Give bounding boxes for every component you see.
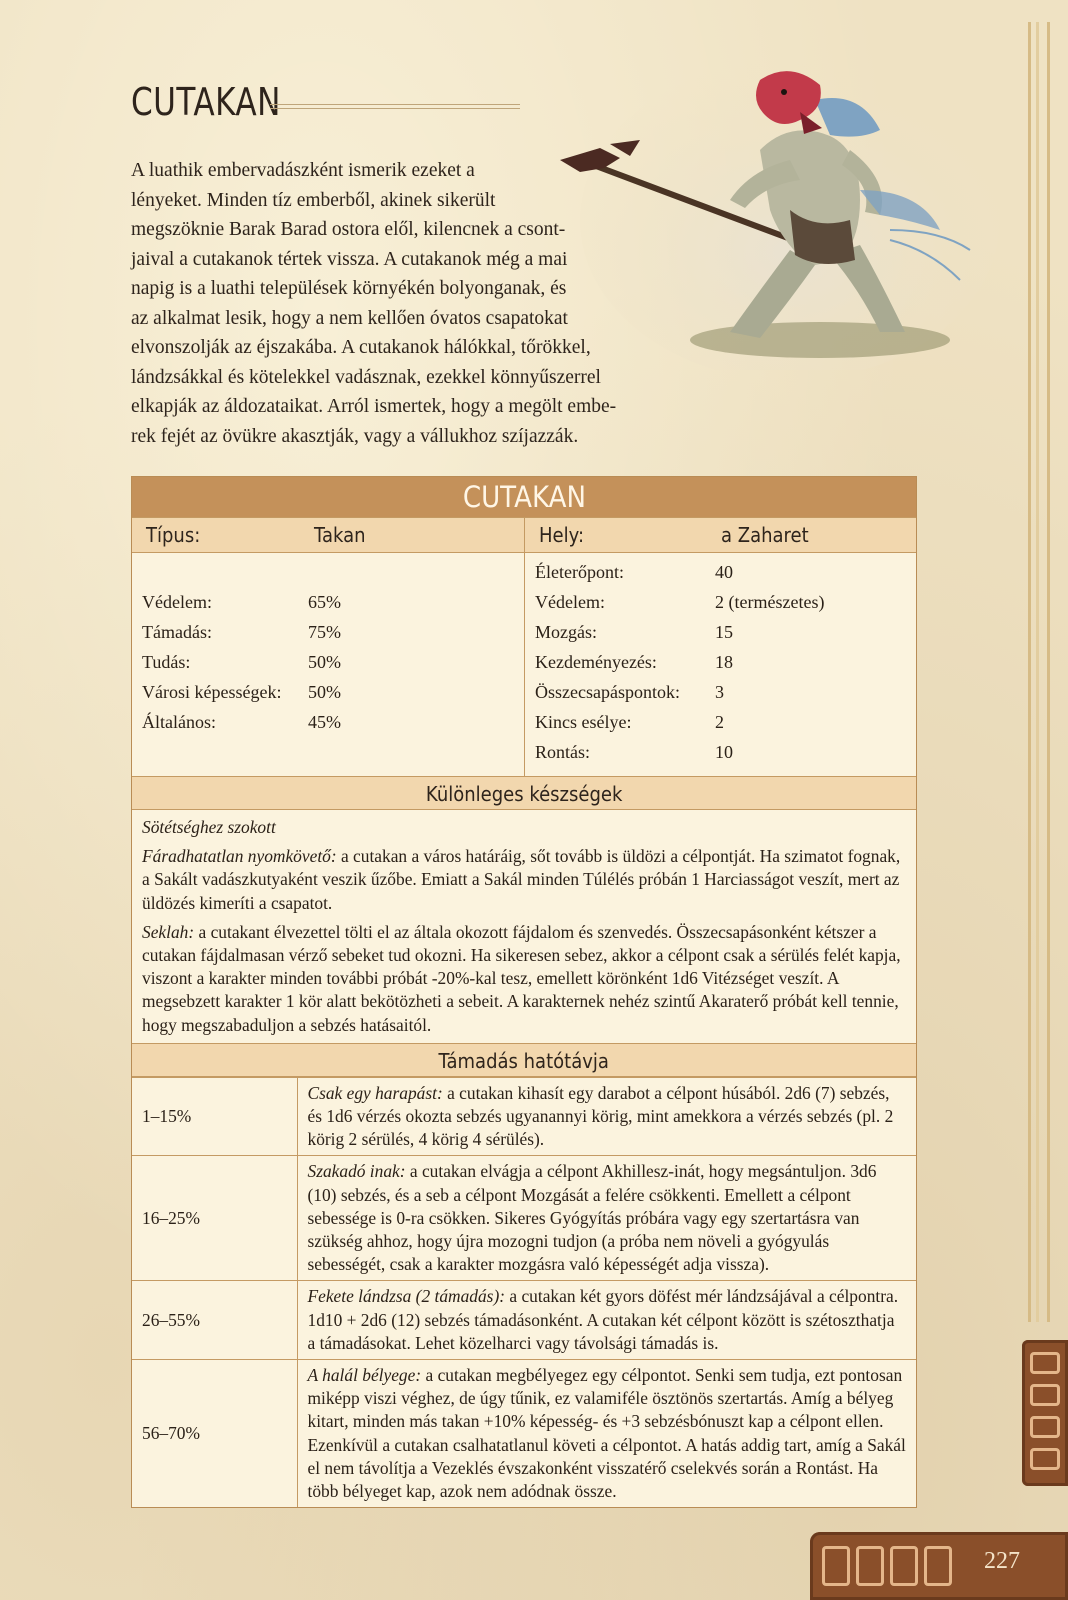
attack-range: 1–15% xyxy=(132,1077,297,1156)
stat-block xyxy=(131,476,917,1508)
ornament-glyph-icon xyxy=(1030,1416,1060,1438)
attack-name: A halál bélyege: xyxy=(307,1365,422,1386)
attack-name: Fekete lándzsa (2 támadás): xyxy=(307,1286,506,1307)
stat-value: 15 xyxy=(715,622,733,642)
stat-label: Védelem: xyxy=(535,592,605,612)
ornament-glyph-icon xyxy=(1030,1352,1060,1374)
attack-row xyxy=(132,1360,916,1508)
attack-range: 16–25% xyxy=(132,1156,297,1281)
intro-line: A luathik embervadászként ismerik ezeket a xyxy=(131,160,475,181)
stat-label: Városi képességek: xyxy=(142,682,282,702)
stat-value: 65% xyxy=(308,592,341,612)
stat-value: 40 xyxy=(715,562,733,582)
stat-value: 50% xyxy=(308,652,341,672)
intro-line: lándzsákkal és kötelekkel vadásznak, ezekkel könnyűszerrel xyxy=(131,366,601,388)
skill-entry xyxy=(142,845,906,915)
stat-value: 50% xyxy=(308,682,341,702)
skill-entry xyxy=(142,921,906,1037)
stat-block-title-text: CUTAKAN xyxy=(462,480,586,514)
page-number: 227 xyxy=(984,1548,1020,1574)
stat-label: Összecsapáspontok: xyxy=(535,682,680,702)
skill-name: Fáradhatatlan nyomkövető: xyxy=(142,846,337,867)
ornament-glyph-icon xyxy=(924,1546,952,1586)
skill-text: a cutakan a város határáig, sőt tovább is üldözi a célpontját. Ha szimatot fognak, a Sakált vadászkutyaként veszik űzőbe. Emiatt a Sakál minden Túlélés próbán 1 Harciasságot veszít, mert az üldözés kimeríti a csapatot. xyxy=(142,846,901,913)
right-stats xyxy=(524,553,916,776)
stat-value: 10 xyxy=(715,742,733,762)
stat-block-subheader xyxy=(132,517,916,553)
intro-line: megszöknie Barak Barad ostora elől, kilencnek a csont- xyxy=(131,219,566,240)
chapter-tab xyxy=(1022,1340,1068,1486)
ornament-glyph-icon xyxy=(856,1546,884,1586)
attack-description xyxy=(297,1360,916,1508)
title-rule xyxy=(270,104,520,109)
stat-value: 18 xyxy=(715,652,733,672)
attack-row xyxy=(132,1077,916,1156)
stat-label: Védelem: xyxy=(142,592,212,612)
attack-row xyxy=(132,1281,916,1360)
location-value: a Zaharet xyxy=(721,523,809,547)
attack-text: a cutakan két gyors döfést mér lándzsájával a célpontra. 1d10 + 2d6 (12) sebzés támadásonként. A cutakan két célpont között is szétoszthatja a támadásokat. Lehet közelharci vagy távolsági támadás is. xyxy=(307,1286,899,1353)
creature-illustration xyxy=(560,40,1000,370)
type-cell xyxy=(132,518,524,552)
stat-value: 45% xyxy=(308,712,341,732)
intro-line: elkapják az áldozataikat. Arról ismertek, hogy a megölt embe- xyxy=(131,396,617,417)
skill-name: Sötétséghez szokott xyxy=(142,817,276,837)
stat-label: Támadás: xyxy=(142,622,212,642)
attacks-header-text: Támadás hatótávja xyxy=(438,1048,610,1073)
attacks-table xyxy=(132,1077,916,1507)
skill-text: a cutakant élvezettel tölti el az általa okozott fájdalom és szenvedés. Összecsapásonként kétszer a cutakan fájdalmasan vérző sebeket tud okozni. Ha sikeresen sebez, akkor a célpont csak a sérülés felét kapja, viszont a karakter minden további próbát -20%-kal tesz, emellett körönként 1d6 Vitézséget veszít. A megsebzett karakter 1 kör alatt bekötözheti a sebeit. A karakternek nehéz szintű Akaraterő próbát kell tennie, hogy megszabaduljon a sebzés hatásaitól. xyxy=(142,921,901,1035)
attack-name: Csak egy harapást: xyxy=(307,1082,443,1103)
stats-grid xyxy=(132,553,916,776)
ornament-glyph-icon xyxy=(890,1546,918,1586)
intro-line: elvonszolják az éjszakába. A cutakanok hálókkal, tőrökkel, xyxy=(131,337,591,358)
intro-line: lényeket. Minden tíz emberből, akinek sikerült xyxy=(131,189,496,211)
stat-label: Mozgás: xyxy=(535,622,597,642)
page-title: CUTAKAN xyxy=(131,80,281,124)
stat-label: Kincs esélye: xyxy=(535,712,632,732)
intro-line: rek fejét az övükre akasztják, vagy a vállukhoz szíjazzák. xyxy=(131,425,579,447)
left-stats xyxy=(132,553,524,776)
attack-range: 26–55% xyxy=(132,1281,297,1360)
location-label: Hely: xyxy=(539,523,585,547)
stat-value: 2 xyxy=(715,712,724,732)
stat-block-title xyxy=(132,477,916,517)
type-label: Típus: xyxy=(146,523,201,547)
stat-label: Általános: xyxy=(142,712,216,732)
attack-name: Szakadó inak: xyxy=(307,1161,406,1182)
stat-label: Tudás: xyxy=(142,652,191,672)
intro-line: az alkalmat lesik, hogy a nem kellően óvatos csapatokat xyxy=(131,307,568,329)
stat-value: 75% xyxy=(308,622,341,642)
page-footer-tab xyxy=(810,1532,1068,1600)
intro-line: napig is a luathi települések környékén bolyonganak, és xyxy=(131,278,567,299)
skill-name: Seklah: xyxy=(142,921,195,942)
attack-range: 56–70% xyxy=(132,1360,297,1508)
ornament-glyph-icon xyxy=(1030,1448,1060,1470)
attack-description xyxy=(297,1077,916,1156)
type-value: Takan xyxy=(314,523,366,547)
ornament-glyph-icon xyxy=(1030,1384,1060,1406)
attack-description xyxy=(297,1281,916,1360)
attack-row xyxy=(132,1156,916,1281)
attack-text: a cutakan kihasít egy darabot a célpont húsából. 2d6 (7) sebzés, és 1d6 vérzés okozta sebzés ugyanannyi körig, mint amekkora a vérzés sebzés (pl. 2 körig 2 sérülés, 4 körig 4 sérülés). xyxy=(307,1082,894,1150)
skills-section xyxy=(132,810,916,1043)
page-border-decoration xyxy=(1028,22,1050,1322)
ornament-glyph-icon xyxy=(822,1546,850,1586)
attack-description xyxy=(297,1156,916,1281)
stat-label: Életerőpont: xyxy=(535,562,624,582)
attacks-header xyxy=(132,1043,916,1077)
stat-value: 3 xyxy=(715,682,724,702)
skill-entry xyxy=(142,816,906,839)
intro-line: jaival a cutakanok tértek vissza. A cutakanok még a mai xyxy=(131,248,568,270)
location-cell xyxy=(524,518,916,552)
skills-header-text: Különleges készségek xyxy=(425,782,623,806)
stat-value: 2 (természetes) xyxy=(715,592,825,612)
stat-label: Kezdeményezés: xyxy=(535,652,657,672)
skills-header xyxy=(132,776,916,810)
attack-text: a cutakan megbélyegez egy célpontot. Senki sem tudja, ezt pontosan miképp viszi véghez, de úgy tűnik, ez valamiféle ösztönös szertartás. Amíg a bélyeg kitart, minden más takan +10% képesség- és +3 sebzésbónuszt kap a célpont ellen. Ezenkívül a cutakan csalhatatlanul követi a célpontot. A hatás addig tart, amíg a Sakál el nem távolítja a Vezeklés évszakonként visszatérő cselekvés során a Rontást. Ha több bélyeget kap, azok nem adódnak össze. xyxy=(307,1365,906,1502)
attack-text: a cutakan elvágja a célpont Akhillesz-inát, hogy megsántuljon. 3d6 (10) sebzés, és a seb a célpont Mozgását a felére csökkenti. Emellett a célpont sebessége is 0-ra csökken. Sikeres Gyógyítás próbára vagy egy szertartásra van szükség ahhoz, hogy újra mozogni tudjon (a próba nem növeli a gyógyulás sebességét, csak a karakter mozgásra való képességét adja vissza). xyxy=(307,1161,877,1275)
stat-label: Rontás: xyxy=(535,742,591,762)
